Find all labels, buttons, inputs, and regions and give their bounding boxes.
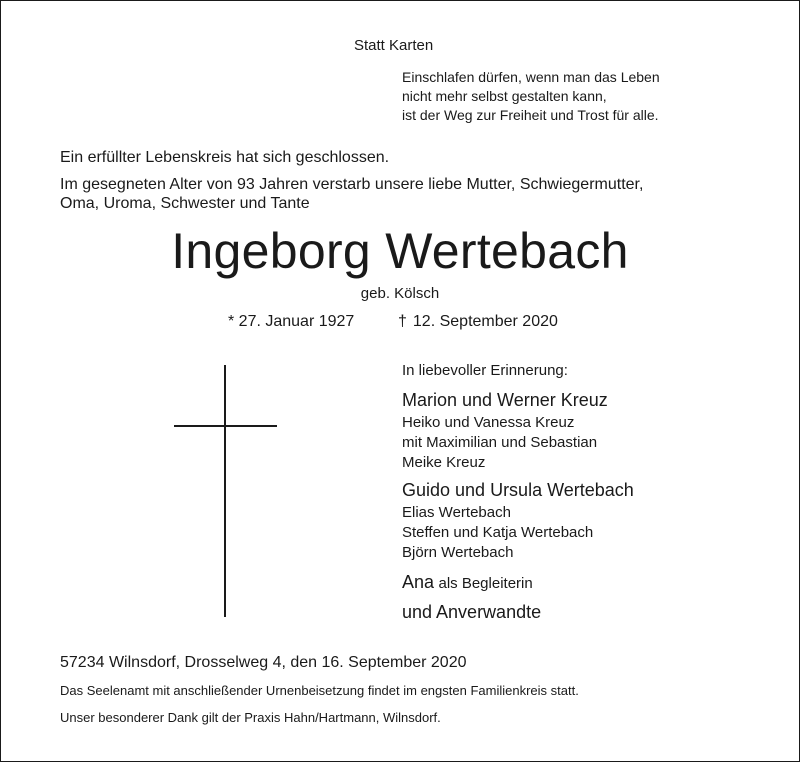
ana-name: Ana — [402, 572, 435, 592]
mourner-line: mit Maximilian und Sebastian — [402, 434, 598, 451]
relatives: und Anverwandte — [402, 602, 542, 622]
mourner-line: Heiko und Vanessa Kreuz — [402, 414, 575, 431]
cross-icon — [224, 365, 226, 617]
cross-icon-bar — [174, 425, 277, 427]
quote-line-3: ist der Weg zur Freiheit und Trost für alle. — [402, 107, 659, 123]
address-line — [60, 654, 466, 672]
ana-role: als Begleiterin — [438, 575, 533, 592]
statt-karten: Statt Karten — [354, 37, 434, 54]
postcode: 57234 — [60, 654, 105, 671]
quote-line-1: Einschlafen dürfen, wenn man das Leben — [402, 69, 660, 85]
dagger-icon: † — [398, 313, 407, 330]
city: Wilnsdorf, — [108, 654, 181, 671]
mourner-line: Björn Wertebach — [402, 544, 514, 561]
mourner-line: Steffen und Katja Wertebach — [402, 524, 594, 541]
birth-date: * 27. Januar 1927 — [228, 313, 355, 330]
footer-line-1: Das Seelenamt mit anschließender Urnenbeisetzung findet im engsten Familienkreis statt. — [60, 683, 579, 698]
quote-line-2: nicht mehr selbst gestalten kann, — [402, 88, 607, 104]
address-rest: Drosselweg 4, den 16. September 2020 — [184, 654, 467, 671]
death-date: 12. September 2020 — [412, 313, 558, 330]
mourner-main-1: Marion und Werner Kreuz — [402, 390, 608, 410]
deceased-name: Ingeborg Wertebach — [171, 223, 629, 279]
intro-line-1: Ein erfüllter Lebenskreis hat sich geschlossen. — [60, 149, 390, 166]
footer-line-2: Unser besonderer Dank gilt der Praxis Hahn/Hartmann, Wilnsdorf. — [60, 710, 441, 725]
mourner-ana — [402, 572, 533, 593]
mourner-line: Elias Wertebach — [402, 504, 511, 521]
maiden-name: geb. Kölsch — [360, 285, 440, 302]
death-date-group — [398, 313, 558, 331]
intro-line-3: Oma, Uroma, Schwester und Tante — [60, 195, 310, 212]
mourners-heading: In liebevoller Erinnerung: — [402, 362, 568, 379]
mourner-line: Meike Kreuz — [402, 454, 486, 471]
intro-line-2: Im gesegneten Alter von 93 Jahren verstarb unsere liebe Mutter, Schwiegermutter, — [60, 176, 644, 193]
mourner-main-2: Guido und Ursula Wertebach — [402, 480, 634, 500]
